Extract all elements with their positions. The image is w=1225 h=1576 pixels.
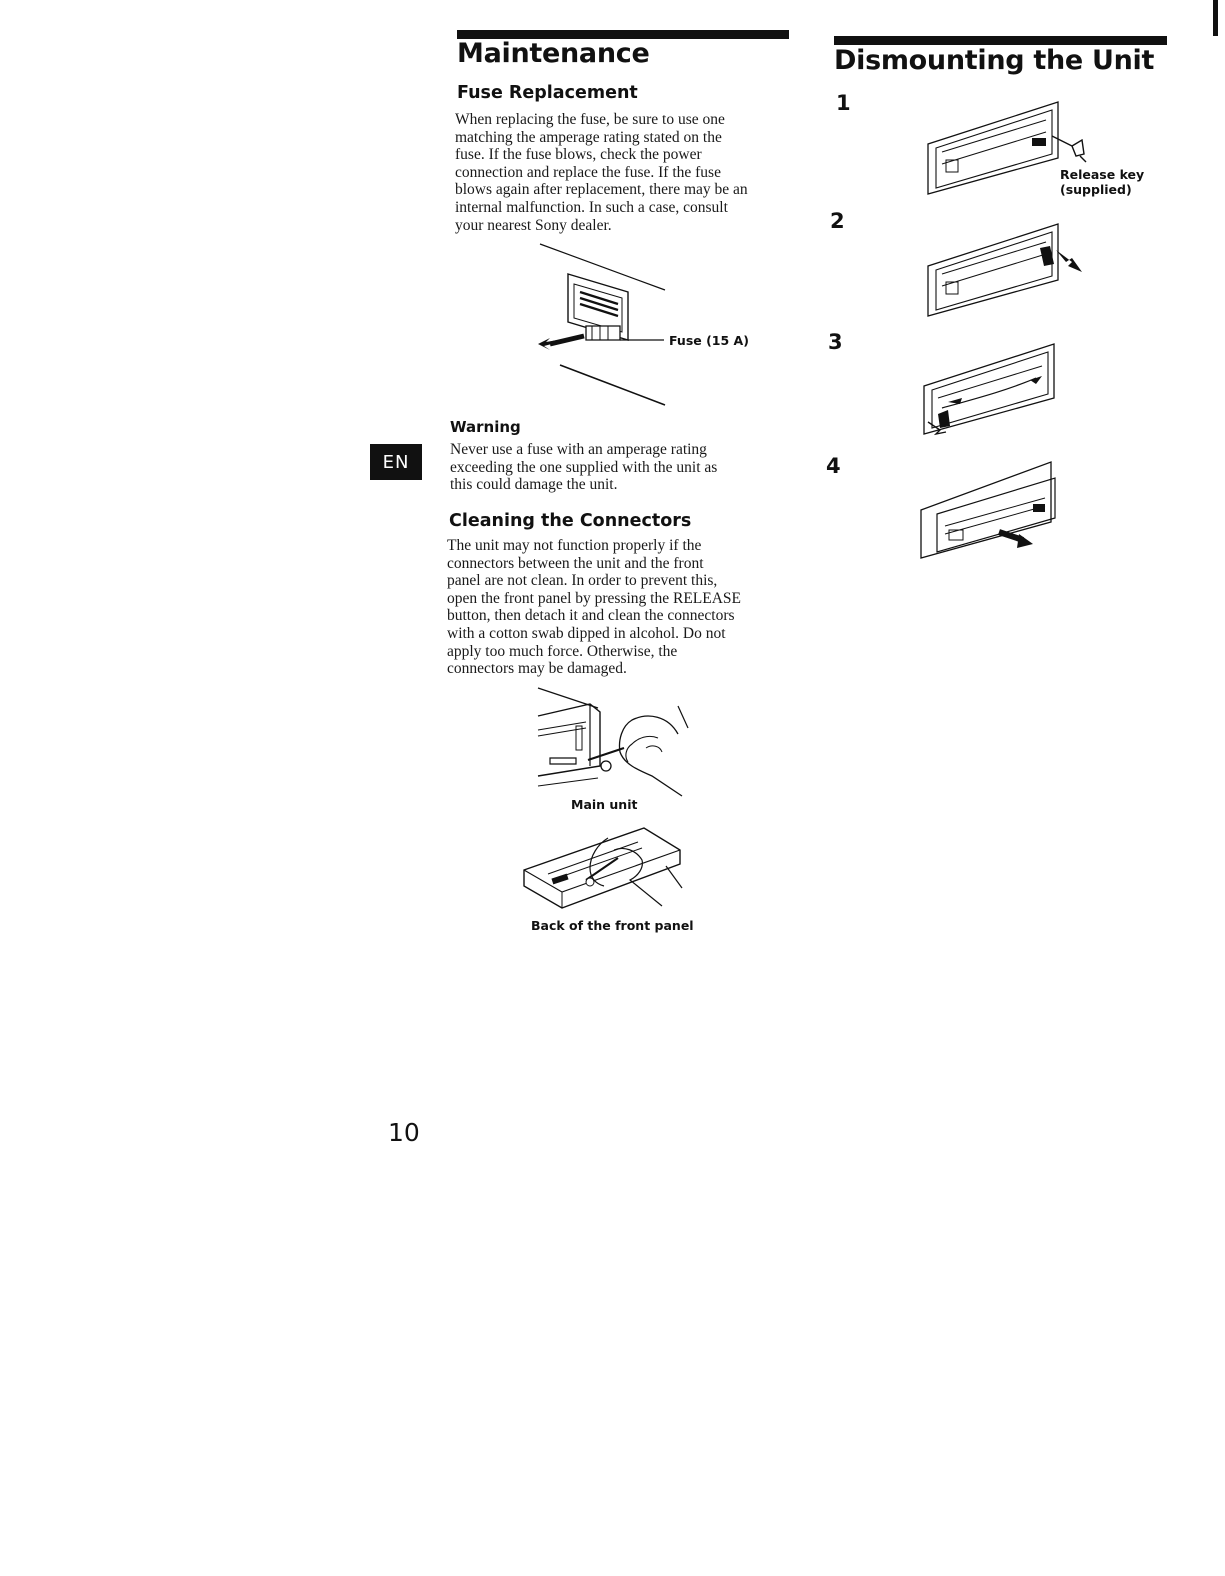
step-number-4: 4 — [826, 454, 841, 478]
step-number-1: 1 — [836, 91, 851, 115]
fuse-replacement-heading: Fuse Replacement — [457, 83, 638, 103]
page-edge-mark — [1213, 0, 1218, 36]
fuse-replacement-text: When replacing the fuse, be sure to use one matching the amperage rating stated on the fuse. If the fuse blows, check the power connection and replace the fuse. If the fuse blows again after replacement, there may be an internal malfunction. In such a case, consult your nearest Sony dealer. — [455, 111, 748, 234]
fuse-label: Fuse (15 A) — [669, 333, 749, 348]
step-2-illustration — [922, 220, 1087, 320]
maintenance-title: Maintenance — [457, 38, 650, 69]
front-panel-cleaning-illustration — [518, 820, 684, 916]
step-4-illustration — [915, 458, 1060, 562]
step-number-2: 2 — [830, 209, 845, 233]
main-unit-cleaning-illustration — [528, 686, 690, 802]
front-panel-caption: Back of the front panel — [531, 918, 694, 933]
dismounting-title: Dismounting the Unit — [834, 45, 1155, 76]
fuse-illustration — [530, 240, 680, 410]
release-key-label: Release key (supplied) — [1060, 167, 1145, 197]
cleaning-connectors-heading: Cleaning the Connectors — [449, 511, 692, 531]
main-unit-caption: Main unit — [571, 797, 638, 812]
page-number: 10 — [388, 1118, 420, 1147]
language-tab: EN — [370, 444, 422, 480]
step-number-3: 3 — [828, 330, 843, 354]
step-3-illustration — [918, 338, 1063, 438]
dismounting-title-rule — [834, 36, 1167, 45]
warning-text: Never use a fuse with an amperage rating exceeding the one supplied with the unit as this could damage the unit. — [450, 441, 718, 494]
warning-heading: Warning — [450, 418, 521, 436]
cleaning-connectors-text: The unit may not function properly if the connectors between the unit and the front panel are not clean. In order to prevent this, open the front panel by pressing the RELEASE button, then detach it and clean the connectors with a cotton swab dipped in alcohol. Do not apply too much force. Otherwise, the connectors may be damaged. — [447, 537, 742, 678]
